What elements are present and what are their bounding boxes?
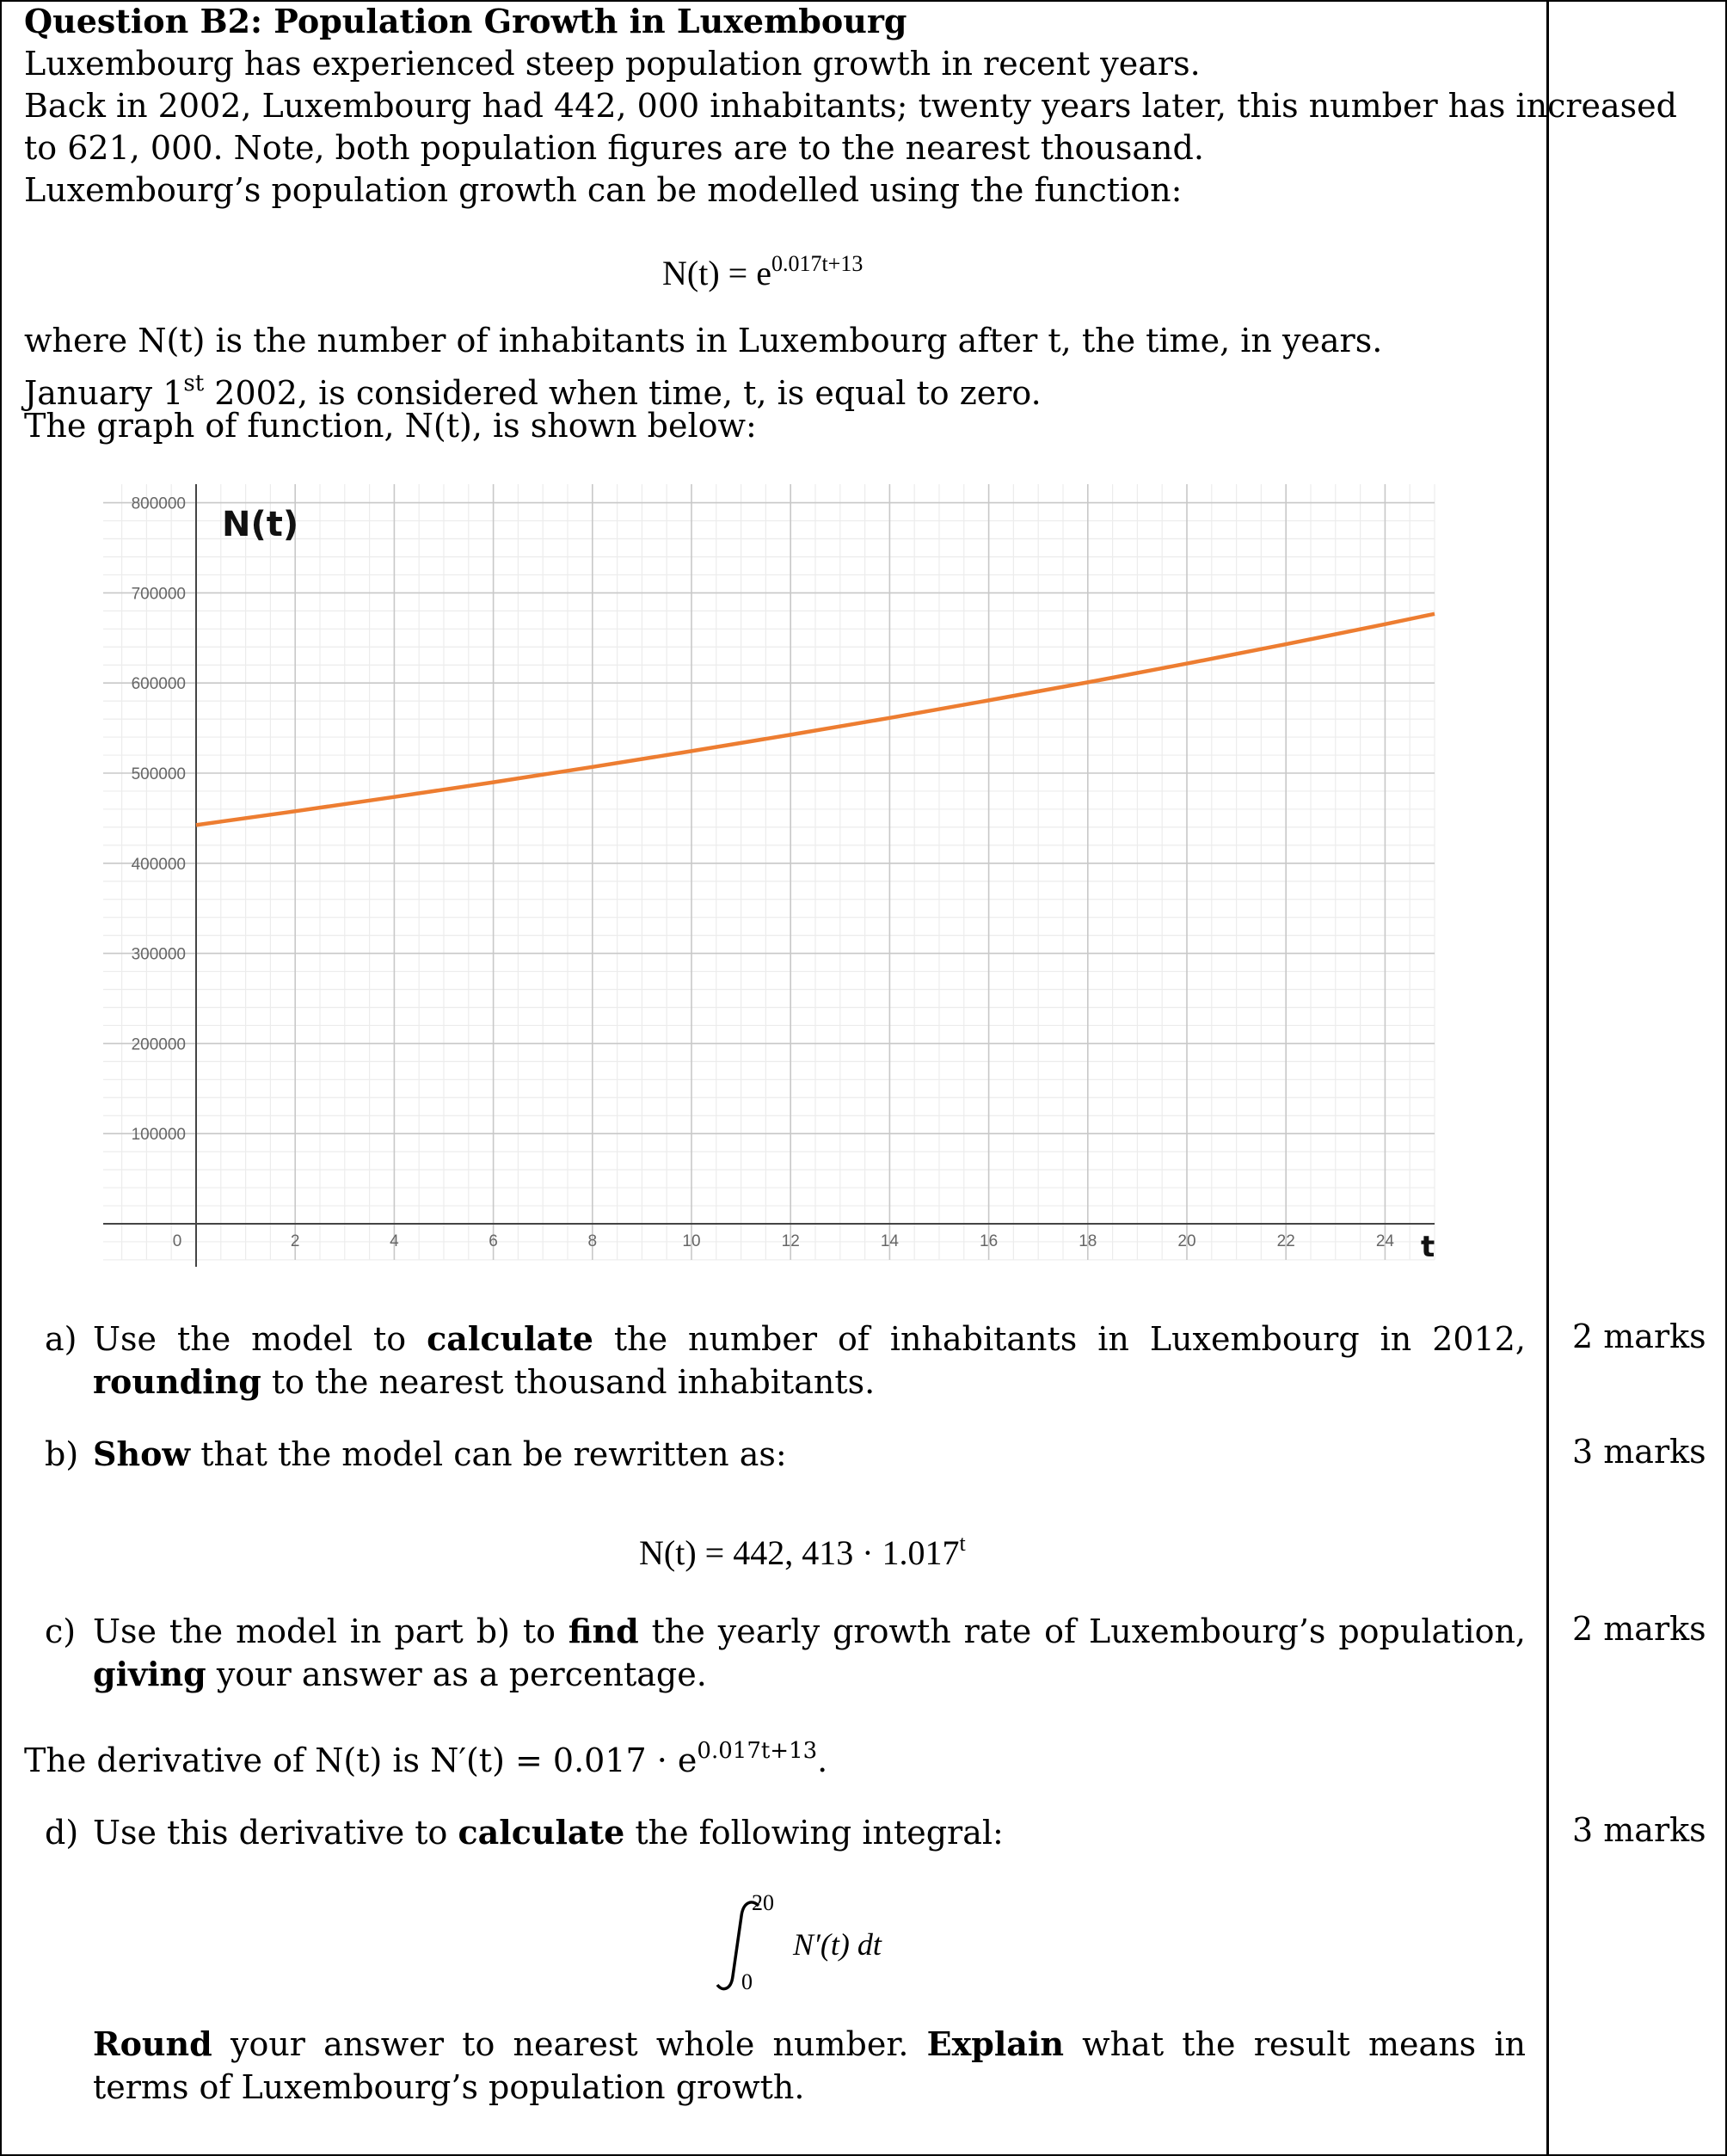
part-d-text: Use this derivative to calculate the following integral: [93, 1813, 1004, 1852]
x-tick-label: 10 [682, 1232, 701, 1250]
intro-line-1: Luxembourg has experienced steep population growth in recent years. [24, 45, 1201, 83]
model-equation [662, 251, 863, 293]
integrand: N′(t) dt [793, 1927, 882, 1962]
y-tick-label: 500000 [131, 765, 186, 783]
x-tick-label: 12 [781, 1232, 800, 1250]
y-tick-label: 600000 [131, 675, 186, 694]
part-d [45, 1811, 1526, 1854]
part-d-marks: 3 marks [1572, 1811, 1706, 1849]
january-text-a: January 1 [24, 374, 184, 412]
january-text-b: 2002, is considered when time, t, is equal to zero. [204, 374, 1042, 412]
part-b-marks: 3 marks [1572, 1433, 1706, 1471]
rewritten-model-equation [639, 1531, 966, 1573]
x-tick-label: 8 [587, 1232, 598, 1250]
derivative-exponent: 0.017t+13 [697, 1738, 818, 1764]
part-c-text: Use the model in part b) to find the yearly growth rate of Luxembourg’s population, giving your answer as a percentage. [93, 1612, 1526, 1693]
derivative-period: . [817, 1741, 828, 1779]
x-tick-label: 2 [290, 1232, 300, 1250]
part-b [45, 1433, 1526, 1476]
intro-line-4: Luxembourg’s population growth can be modelled using the function: [24, 171, 1183, 209]
graph-intro-text: The graph of function, N(t), is shown below: [24, 407, 757, 445]
part-a [45, 1318, 1526, 1404]
part-c-label: c) [45, 1612, 77, 1650]
part-a-marks: 2 marks [1572, 1318, 1706, 1355]
x-tick-label: 22 [1276, 1232, 1295, 1250]
y-tick-label: 200000 [131, 1035, 186, 1054]
integral-upper-bound: 20 [752, 1890, 774, 1915]
y-tick-label: 700000 [131, 585, 186, 604]
january-text-sup: st [183, 371, 205, 396]
y-tick-label: 400000 [131, 855, 186, 874]
where-text: where N(t) is the number of inhabitants in Luxembourg after t, the time, in years. [24, 322, 1383, 359]
part-a-text: Use the model to calculate the number of inhabitants in Luxembourg in 2012, rounding to the nearest thousand inhabitants. [93, 1319, 1527, 1401]
x-tick-label: 0 [172, 1232, 182, 1250]
derivative-text-main: The derivative of N(t) is N′(t) = 0.017 · e [24, 1741, 698, 1779]
x-tick-label: 18 [1079, 1232, 1097, 1250]
rewritten-model-exponent: t [959, 1531, 966, 1556]
part-b-label: b) [45, 1435, 79, 1473]
y-tick-label: 100000 [131, 1126, 186, 1145]
rewritten-model-base: N(t) = 442, 413 · 1.017 [639, 1533, 960, 1572]
integral-lower-bound: 0 [741, 1969, 753, 1994]
part-d-closing-text: Round your answer to nearest whole number. Explain what the result means in terms of Luxembourg’s population growth. [93, 2024, 1527, 2106]
part-d-closing [45, 2023, 1526, 2109]
x-tick-label: 24 [1375, 1232, 1394, 1250]
part-d-label: d) [45, 1814, 79, 1852]
intro-line-2: Back in 2002, Luxembourg had 442, 000 inhabitants; twenty years later, this number has increased [24, 87, 1677, 125]
marks-column-divider [1546, 0, 1549, 2156]
y-axis-label: N(t) [222, 505, 299, 544]
model-equation-exponent: 0.017t+13 [771, 251, 864, 276]
x-tick-label: 6 [489, 1232, 498, 1250]
derivative-text [24, 1730, 827, 1782]
y-tick-label: 300000 [131, 945, 186, 964]
part-a-label: a) [45, 1320, 77, 1358]
question-title: Question B2: Population Growth in Luxembourg [24, 2, 907, 40]
part-b-text: Show that the model can be rewritten as: [93, 1434, 787, 1473]
model-equation-lhs: N(t) = e [662, 254, 771, 292]
part-c [45, 1610, 1526, 1696]
integral-expression [714, 1890, 920, 1997]
x-axis-label: t [1421, 1230, 1435, 1264]
x-tick-label: 4 [390, 1232, 399, 1250]
population-chart [103, 477, 1445, 1277]
part-c-marks: 2 marks [1572, 1610, 1706, 1648]
x-tick-label: 14 [880, 1232, 899, 1250]
x-tick-label: 16 [980, 1232, 999, 1250]
x-tick-label: 20 [1177, 1232, 1196, 1250]
y-tick-label: 800000 [131, 494, 186, 513]
intro-line-3: to 621, 000. Note, both population figures are to the nearest thousand. [24, 129, 1204, 167]
